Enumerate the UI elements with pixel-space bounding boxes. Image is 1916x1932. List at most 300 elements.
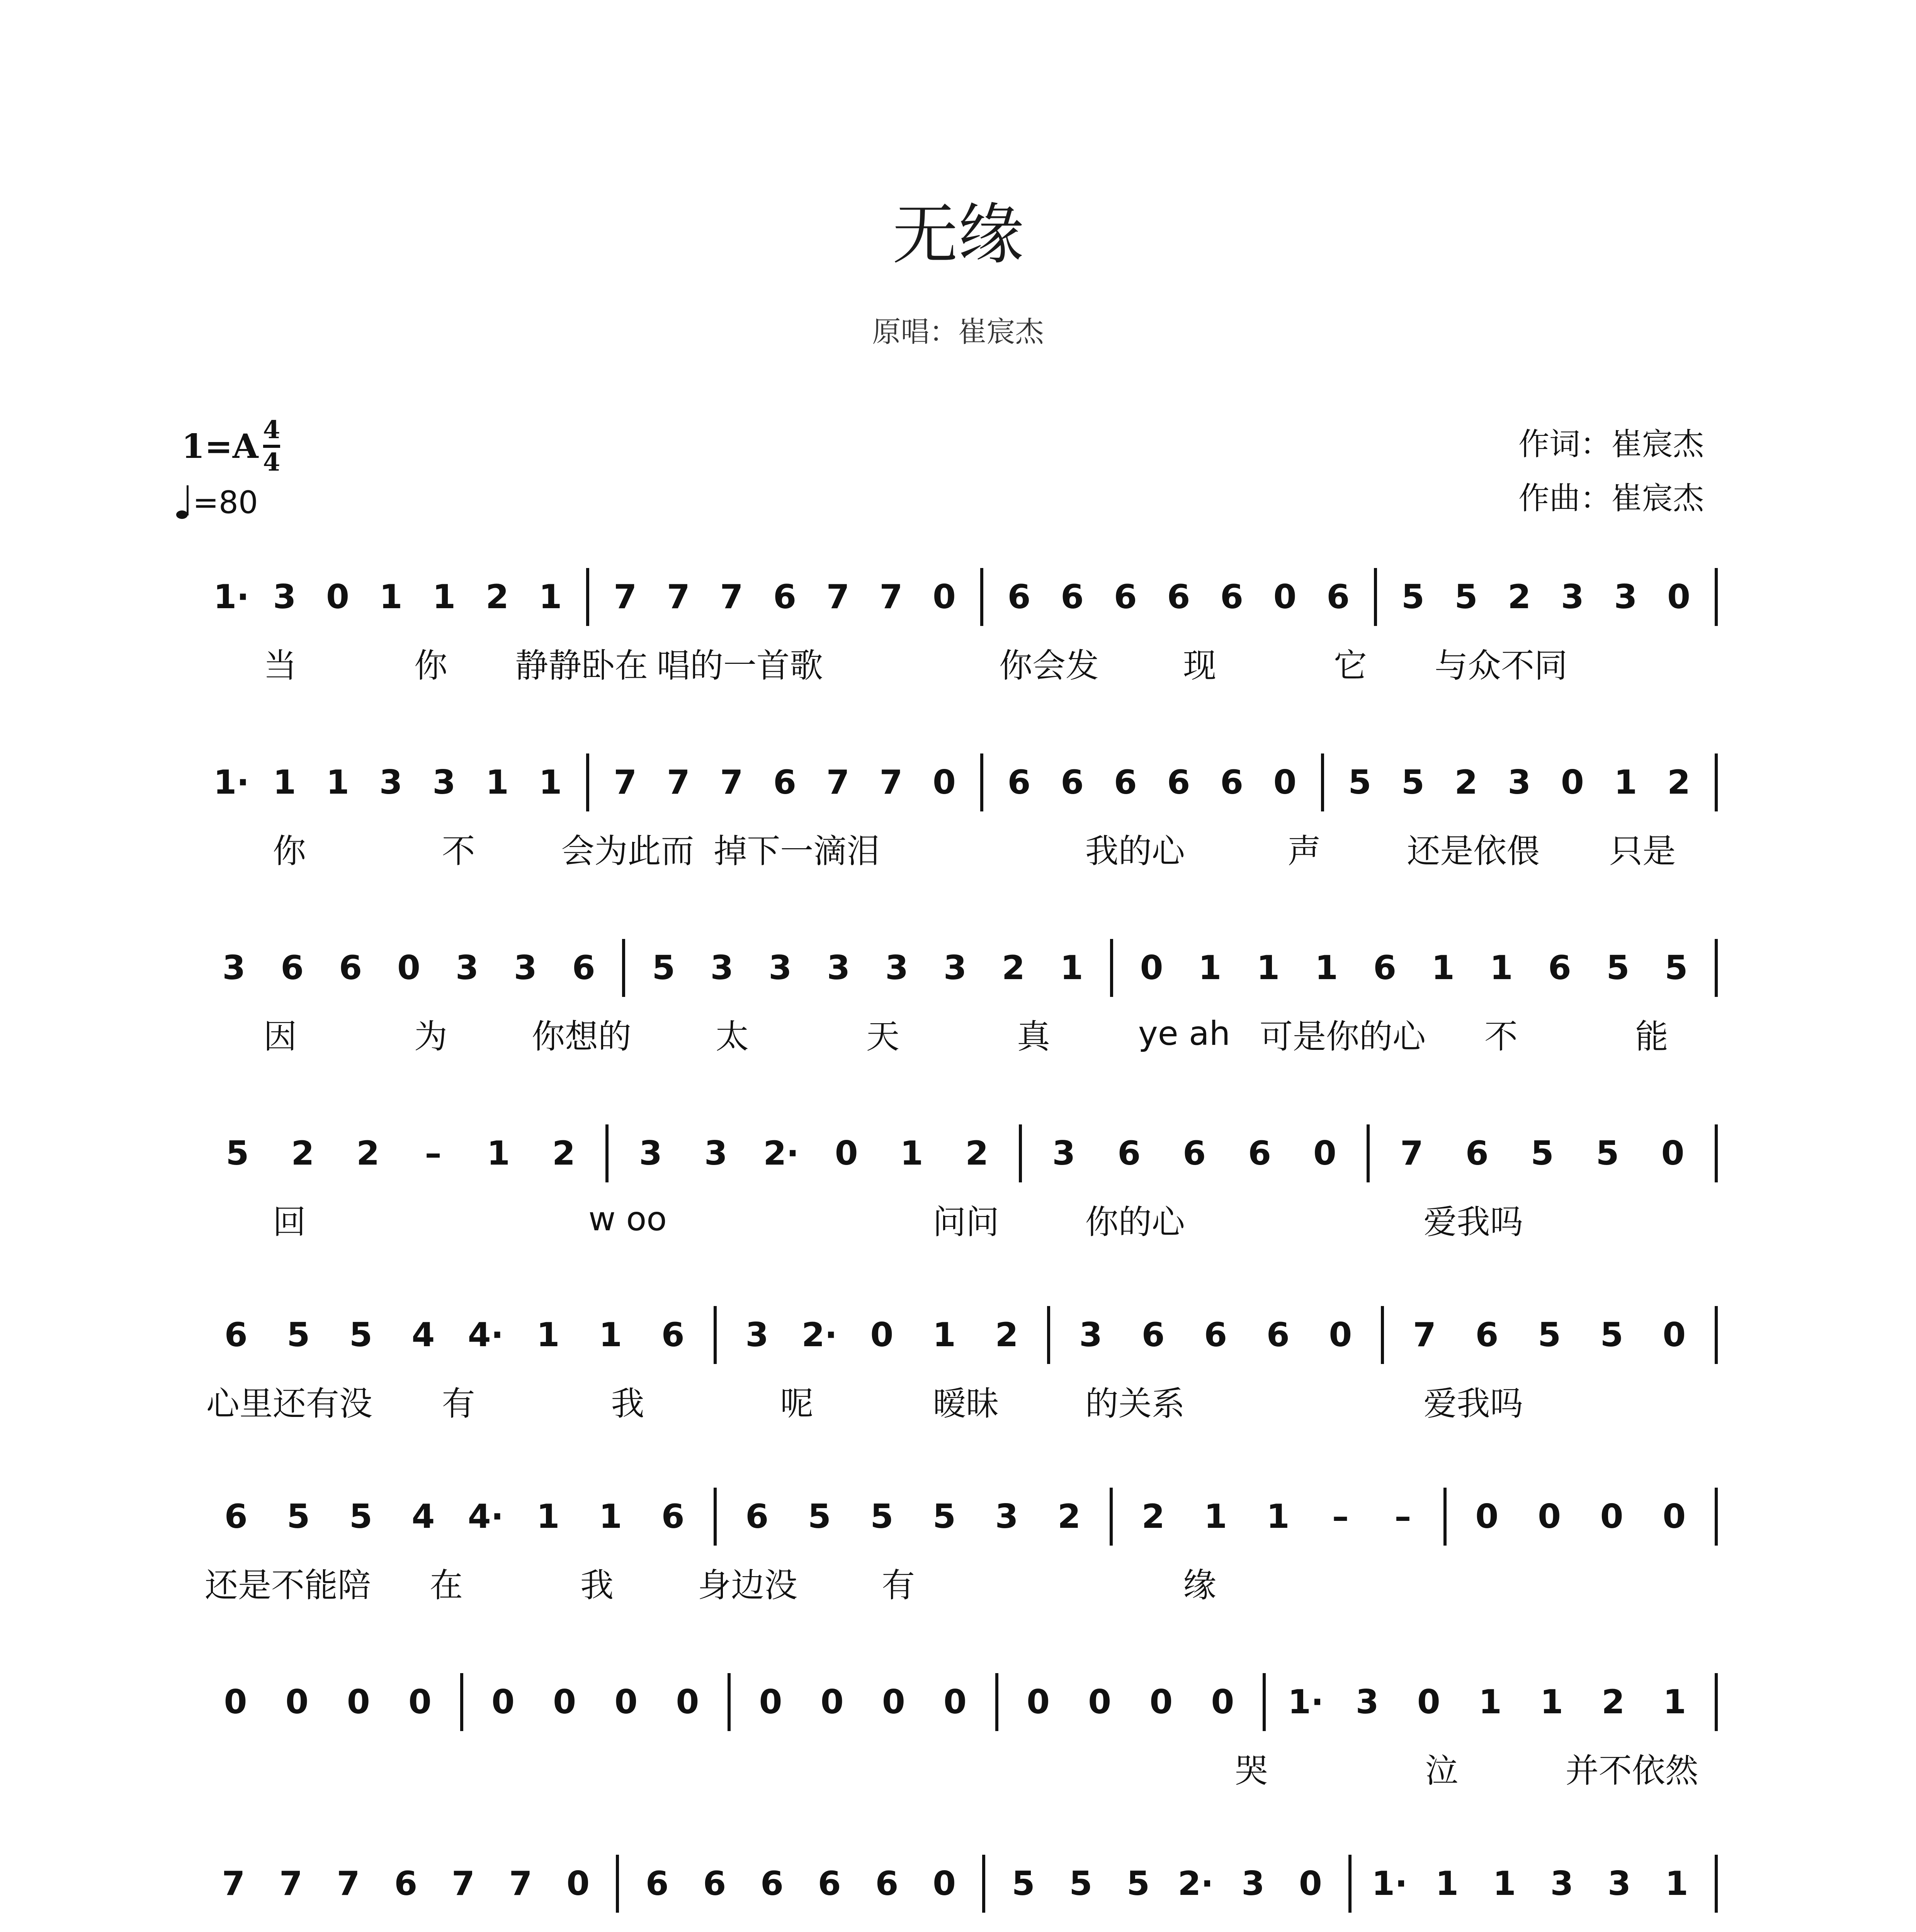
note: 1 (1435, 1864, 1459, 1903)
note: 1· (213, 763, 250, 802)
score-system (205, 750, 1727, 871)
note: 0 (1027, 1683, 1050, 1721)
note: 6 (1167, 578, 1190, 616)
barline (1715, 1673, 1718, 1731)
note: 1 (539, 578, 562, 616)
note: 1 (487, 1134, 510, 1173)
time-signature (263, 415, 281, 477)
note: 7 (720, 578, 743, 616)
note: 3 (1614, 578, 1637, 616)
lyric: 能 (1635, 1017, 1668, 1056)
note: 6 (1326, 578, 1350, 616)
barline (1715, 1306, 1718, 1364)
note: 6 (1007, 763, 1031, 802)
note: 6 (1183, 1134, 1206, 1173)
note: 0 (1329, 1316, 1352, 1354)
note: 4· (468, 1497, 504, 1536)
barline (1019, 1124, 1022, 1182)
note: 1 (1479, 1683, 1502, 1721)
note: 0 (1088, 1683, 1112, 1721)
barline (1367, 1124, 1370, 1182)
note: 5 (287, 1497, 310, 1536)
note: 7 (614, 763, 637, 802)
quarter-note-icon (176, 483, 191, 522)
barline (1374, 568, 1377, 626)
note: 0 (1417, 1683, 1440, 1721)
lyric: 还是依偎 (1407, 832, 1540, 871)
note: 6 (1114, 763, 1137, 802)
time-signature-top: 4 (263, 415, 281, 444)
note: 2· (763, 1134, 799, 1173)
lyric (1558, 1925, 1727, 1932)
key-signature (182, 417, 280, 475)
note: 6 (818, 1864, 841, 1903)
composer-credit: 作曲：崔宸杰 (1518, 480, 1704, 516)
lyric: 有 (882, 1566, 915, 1605)
note: 5 (808, 1497, 831, 1536)
note: 0 (1667, 578, 1690, 616)
note: 1 (1665, 1864, 1688, 1903)
note: 3 (1241, 1864, 1265, 1903)
note: 1· (1288, 1683, 1324, 1721)
lyric: 与众不同 (1435, 646, 1567, 685)
note: 0 (1600, 1497, 1624, 1536)
note: 2 (1141, 1497, 1165, 1536)
note: 5 (1401, 763, 1425, 802)
barline (605, 1124, 609, 1182)
note: 5 (1401, 578, 1425, 616)
barline (995, 1673, 998, 1731)
note: 6 (773, 578, 796, 616)
note: 5 (1596, 1134, 1619, 1173)
note: 0 (933, 1864, 956, 1903)
note: 6 (1061, 578, 1084, 616)
note: 6 (760, 1864, 784, 1903)
barline (622, 939, 625, 997)
note: 6 (1266, 1316, 1290, 1354)
note: 0 (1149, 1683, 1173, 1721)
lyric (1051, 1925, 1220, 1932)
barline (586, 568, 589, 626)
note: 0 (408, 1683, 432, 1721)
note: 6 (1548, 949, 1571, 987)
score-system (205, 564, 1727, 685)
note: 1 (1431, 949, 1455, 987)
barline (1110, 939, 1113, 997)
note: 7 (1413, 1316, 1436, 1354)
lyric: 太 (716, 1017, 749, 1056)
barline (1321, 753, 1324, 811)
lyric: 缘 (1183, 1566, 1216, 1605)
lyrics-row (205, 639, 1727, 686)
note: 0 (553, 1683, 576, 1721)
note: 0 (759, 1683, 782, 1721)
note: 2 (486, 578, 509, 616)
note: 5 (1348, 763, 1372, 802)
note: 2· (1178, 1864, 1214, 1903)
note: 6 (1220, 763, 1243, 802)
note: 2 (995, 1316, 1018, 1354)
note: 0 (1561, 763, 1584, 802)
note: 2 (1601, 1683, 1625, 1721)
note: 1 (1614, 763, 1637, 802)
note: 0 (1538, 1497, 1561, 1536)
score-system (205, 935, 1727, 1056)
lyric: 现 (1183, 646, 1216, 685)
lyric: 你的心 (1085, 1203, 1185, 1242)
note: 2 (291, 1134, 315, 1173)
note: 3 (1550, 1864, 1574, 1903)
note: – (425, 1134, 442, 1173)
note: 1 (539, 763, 562, 802)
barline (460, 1673, 463, 1731)
lyric: 问问 (933, 1203, 1000, 1242)
note: 0 (1661, 1134, 1685, 1173)
note: 0 (1273, 763, 1297, 802)
score-system (205, 1669, 1727, 1790)
credits (1518, 417, 1704, 526)
note: 0 (566, 1864, 590, 1903)
lyrics-row (205, 1196, 1727, 1242)
note: 3 (1508, 763, 1531, 802)
note: 7 (666, 763, 690, 802)
note: – (1332, 1497, 1349, 1536)
lyric: 它 (1334, 646, 1367, 685)
note: 0 (944, 1683, 967, 1721)
note: 1 (933, 1316, 956, 1354)
note: 7 (451, 1864, 475, 1903)
note: 3 (704, 1134, 728, 1173)
note: 0 (285, 1683, 309, 1721)
note: 5 (933, 1497, 956, 1536)
note: 6 (224, 1316, 248, 1354)
lyric (1389, 1925, 1558, 1932)
note: 1 (432, 578, 456, 616)
note: 0 (326, 578, 349, 616)
lyric: 还是不能陪 (205, 1566, 371, 1605)
note: 5 (1454, 578, 1478, 616)
notes-row (205, 564, 1727, 630)
note: 7 (666, 578, 690, 616)
lyric (712, 1925, 881, 1932)
note: 7 (879, 578, 903, 616)
note: 2· (801, 1316, 838, 1354)
time-signature-bottom: 4 (263, 448, 281, 477)
note: 3 (710, 949, 734, 987)
note: 0 (1273, 578, 1297, 616)
note: 6 (1117, 1134, 1141, 1173)
note: 3 (827, 949, 850, 987)
lyric (1220, 1925, 1389, 1932)
note: 6 (875, 1864, 899, 1903)
note: 1 (1489, 949, 1513, 987)
note: 6 (745, 1497, 769, 1536)
barline (586, 753, 589, 811)
page-title: 无缘 (892, 197, 1024, 273)
note: 3 (513, 949, 537, 987)
note: 6 (1167, 763, 1190, 802)
note: 0 (835, 1134, 858, 1173)
lyric: 你会发 (999, 646, 1099, 685)
note: 3 (456, 949, 479, 987)
barline (714, 1306, 717, 1364)
note: 5 (1538, 1316, 1561, 1354)
barline (980, 568, 983, 626)
note: 5 (349, 1316, 372, 1354)
note: 2 (965, 1134, 989, 1173)
note: 5 (652, 949, 675, 987)
note: 6 (339, 949, 362, 987)
note: 6 (572, 949, 595, 987)
note: 1· (1372, 1864, 1408, 1903)
note: 1 (1540, 1683, 1563, 1721)
score-system (205, 1302, 1727, 1423)
lyric: 的关系 (1085, 1384, 1185, 1423)
note: 0 (882, 1683, 905, 1721)
note: 6 (281, 949, 304, 987)
lyric: ye ah (1138, 1014, 1231, 1053)
note: 3 (379, 763, 403, 802)
note: 6 (1204, 1316, 1227, 1354)
lyric: 爱我吗 (1423, 1203, 1523, 1242)
note: 7 (826, 578, 850, 616)
note: 6 (773, 763, 796, 802)
note: 1 (1266, 1497, 1290, 1536)
note: 3 (944, 949, 967, 987)
note: 4· (468, 1316, 504, 1354)
note: 6 (1061, 763, 1084, 802)
lyric: 不 (442, 832, 475, 871)
note: 0 (397, 949, 420, 987)
note: 1 (1060, 949, 1083, 987)
score-system (205, 1851, 1727, 1932)
lyric: 天 (866, 1017, 899, 1056)
lyric: 唱的一首歌 (657, 646, 823, 685)
lyric: 在 (430, 1566, 463, 1605)
note: 3 (1079, 1316, 1103, 1354)
note: 7 (614, 578, 637, 616)
lyric: 为 (414, 1017, 447, 1056)
note: 6 (661, 1497, 685, 1536)
note: 7 (879, 763, 903, 802)
barline (1715, 568, 1718, 626)
lyric: 声 (1287, 832, 1321, 871)
note: 6 (224, 1497, 248, 1536)
note: 2 (1057, 1497, 1081, 1536)
note: 1 (1198, 949, 1222, 987)
note: 0 (614, 1683, 638, 1721)
lyric: 暧昧 (933, 1384, 1000, 1423)
lyric: 掉下一滴泪 (714, 832, 880, 871)
note: 0 (1663, 1497, 1686, 1536)
lyric (543, 1925, 712, 1932)
note: 1 (326, 763, 349, 802)
barline (714, 1488, 717, 1546)
note: 5 (1127, 1864, 1150, 1903)
note: 0 (224, 1683, 247, 1721)
note: 1 (1315, 949, 1338, 987)
notes-row (205, 1851, 1727, 1917)
barline (1047, 1306, 1050, 1364)
notes-row (205, 1121, 1727, 1186)
lyric: 只是 (1609, 832, 1676, 871)
note: 2 (1001, 949, 1025, 987)
note: 1 (1256, 949, 1280, 987)
lyric: 你想的 (532, 1017, 631, 1056)
note: 5 (1664, 949, 1688, 987)
note: 5 (1012, 1864, 1035, 1903)
note: 2 (1508, 578, 1531, 616)
note: 6 (1007, 578, 1031, 616)
barline (1715, 1855, 1718, 1913)
note: 1 (379, 578, 403, 616)
note: 0 (870, 1316, 894, 1354)
note: 7 (720, 763, 743, 802)
lyric (205, 1925, 374, 1932)
barline (1110, 1488, 1113, 1546)
lyric: 你 (414, 646, 447, 685)
note: 6 (1114, 578, 1137, 616)
lyric: 不 (1484, 1017, 1518, 1056)
note: 6 (1373, 949, 1396, 987)
note: 3 (639, 1134, 662, 1173)
lyric: 呢 (780, 1384, 814, 1423)
lyric: 泣 (1425, 1752, 1459, 1790)
lyrics-row (205, 1378, 1727, 1424)
barline (1381, 1306, 1384, 1364)
lyric: 身边没 (698, 1566, 797, 1605)
original-singer: 原唱：崔宸杰 (872, 315, 1044, 349)
note: 0 (1313, 1134, 1336, 1173)
note: 1 (599, 1497, 622, 1536)
note: 1 (1493, 1864, 1516, 1903)
note: 0 (1475, 1497, 1499, 1536)
note: 5 (1600, 1316, 1624, 1354)
note: 6 (1465, 1134, 1489, 1173)
lyric: w oo (588, 1200, 667, 1238)
note: 6 (703, 1864, 726, 1903)
note: 3 (222, 949, 246, 987)
notes-row (205, 935, 1727, 1001)
note: 3 (885, 949, 908, 987)
lyrics-row (205, 1926, 1727, 1932)
note: 0 (491, 1683, 515, 1721)
note: 4 (411, 1316, 435, 1354)
note: 1 (536, 1497, 560, 1536)
note: 1 (273, 763, 296, 802)
lyricist-credit: 作词：崔宸杰 (1518, 426, 1704, 462)
note: 0 (1211, 1683, 1234, 1721)
note: 2 (1667, 763, 1690, 802)
lyrics-row (205, 1745, 1727, 1791)
note: 3 (1561, 578, 1584, 616)
note: 7 (1400, 1134, 1423, 1173)
barline (1263, 1673, 1266, 1731)
note: 1 (599, 1316, 622, 1354)
barline (1715, 939, 1718, 997)
note: 3 (1355, 1683, 1379, 1721)
lyric: 可是你的心 (1260, 1017, 1426, 1056)
note: 6 (645, 1864, 669, 1903)
lyric: 我 (611, 1384, 644, 1423)
notes-row (205, 750, 1727, 815)
note: 4 (411, 1497, 435, 1536)
note: 0 (820, 1683, 844, 1721)
note: 3 (1052, 1134, 1076, 1173)
note: 7 (222, 1864, 245, 1903)
lyric: 你 (272, 832, 306, 871)
lyric: 真 (1017, 1017, 1050, 1056)
note: 7 (337, 1864, 360, 1903)
note: 0 (933, 763, 956, 802)
lyric: 我的心 (1085, 832, 1185, 871)
notes-row (205, 1302, 1727, 1368)
lyric: 会为此而 (561, 832, 694, 871)
barline (1443, 1488, 1447, 1546)
note: 3 (768, 949, 792, 987)
lyric: 回 (272, 1203, 306, 1242)
note: 5 (1530, 1134, 1554, 1173)
lyrics-row (205, 825, 1727, 871)
lyric: 当 (264, 646, 297, 685)
note: 5 (1069, 1864, 1093, 1903)
lyric: 哭 (1234, 1752, 1268, 1790)
time-signature-divider (263, 445, 280, 448)
note: 6 (394, 1864, 418, 1903)
note: 1 (1204, 1497, 1227, 1536)
key-tonic: 1=A (182, 427, 258, 466)
note: 7 (279, 1864, 303, 1903)
note: 6 (1248, 1134, 1271, 1173)
score-system (205, 1121, 1727, 1242)
note: 1 (486, 763, 509, 802)
barline (1715, 753, 1718, 811)
note: 6 (1475, 1316, 1499, 1354)
note: 3 (995, 1497, 1018, 1536)
note: 0 (1140, 949, 1163, 987)
lyric: 静静卧在 (515, 646, 648, 685)
note: 5 (287, 1316, 310, 1354)
note: 5 (226, 1134, 249, 1173)
note: 2 (552, 1134, 575, 1173)
note: 0 (347, 1683, 370, 1721)
lyric (881, 1925, 1051, 1932)
tempo-marking (176, 483, 258, 522)
barline (728, 1673, 731, 1731)
note: 3 (745, 1316, 769, 1354)
tempo-value: =80 (193, 484, 258, 520)
lyric: 并不依然 (1565, 1752, 1698, 1790)
note: 5 (1606, 949, 1630, 987)
note: 2 (1454, 763, 1478, 802)
note: 6 (661, 1316, 685, 1354)
lyric: 有 (442, 1384, 475, 1423)
lyric: 因 (264, 1017, 297, 1056)
note: – (1394, 1497, 1411, 1536)
note: 1 (536, 1316, 560, 1354)
note: 0 (1663, 1316, 1686, 1354)
barline (982, 1855, 985, 1913)
lyric: 爱我吗 (1423, 1384, 1523, 1423)
note: 5 (349, 1497, 372, 1536)
note: 1 (1663, 1683, 1686, 1721)
barline (1715, 1124, 1718, 1182)
note: 0 (676, 1683, 699, 1721)
notes-row (205, 1669, 1727, 1735)
note: 2 (356, 1134, 380, 1173)
barline (1715, 1488, 1718, 1546)
lyrics-row (205, 1010, 1727, 1057)
